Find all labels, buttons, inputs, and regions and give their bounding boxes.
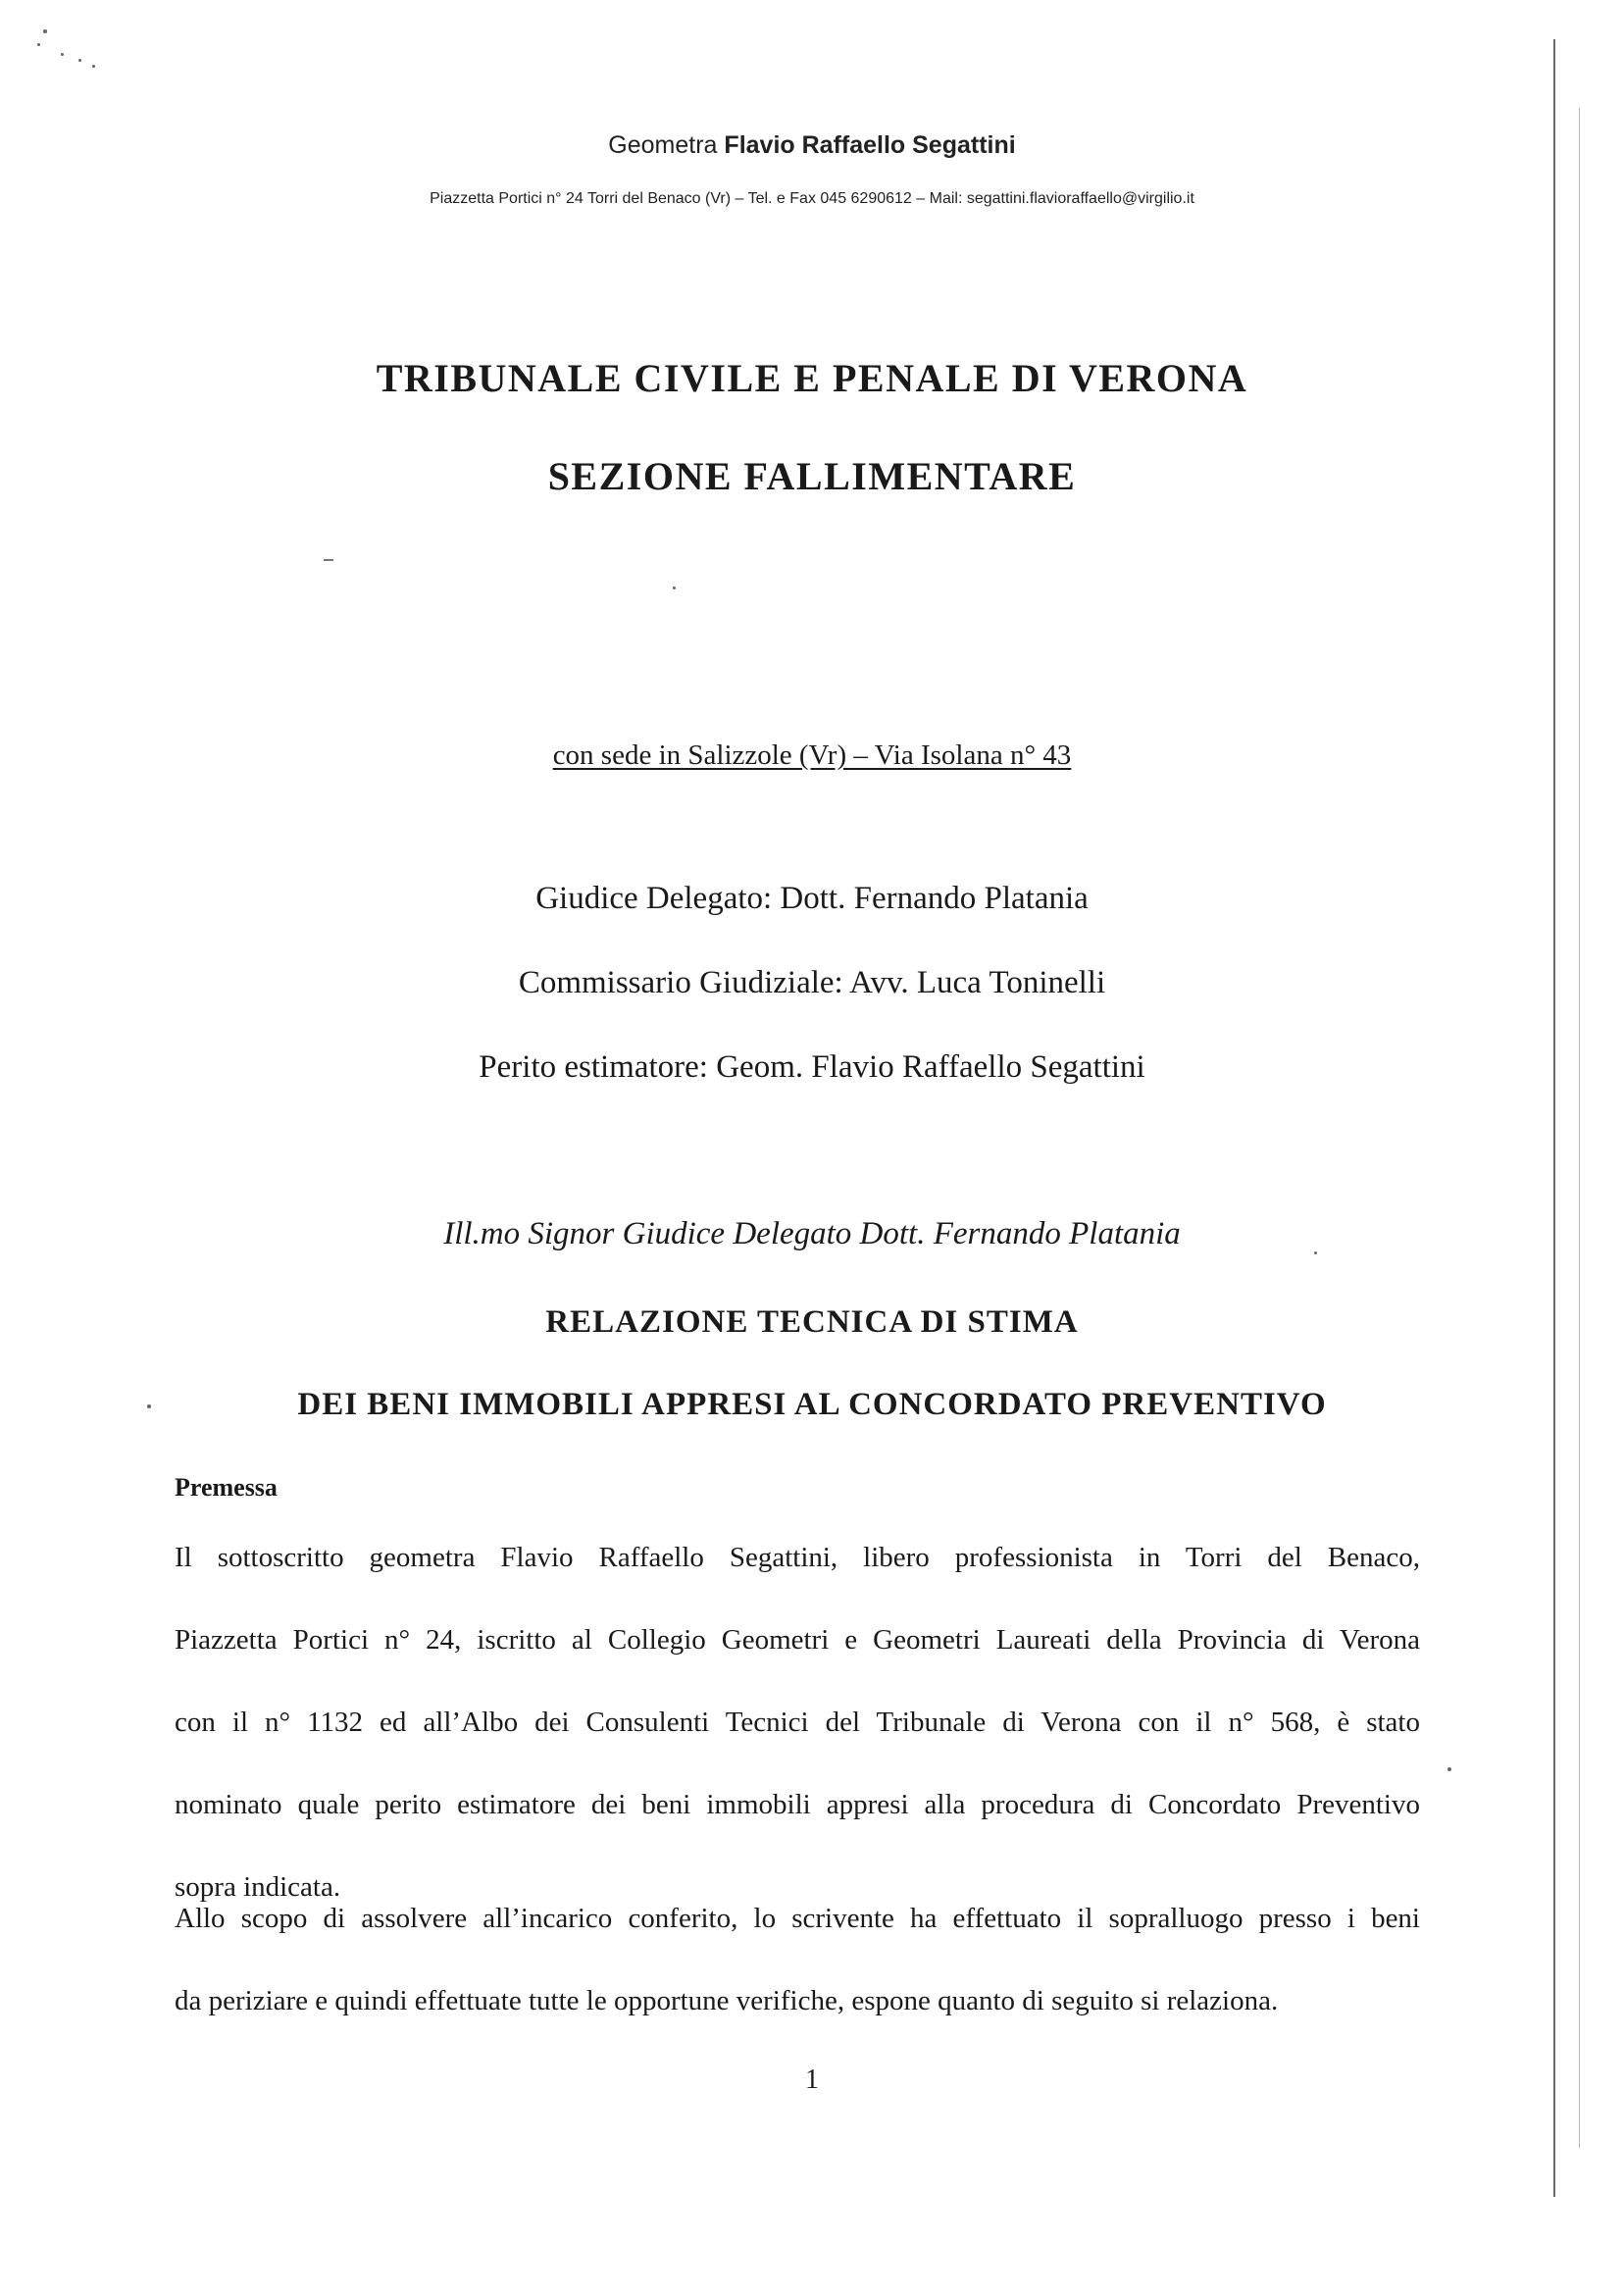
- role-judge: Giudice Delegato: Dott. Fernando Platania: [535, 881, 1089, 916]
- court-title: TRIBUNALE CIVILE E PENALE DI VERONA: [376, 356, 1248, 400]
- role-appraiser: Perito estimatore: Geom. Flavio Raffaello Segattini: [479, 1049, 1145, 1085]
- report-title-line2: DEI BENI IMMOBILI APPRESI AL CONCORDATO PREVENTIVO: [297, 1387, 1327, 1422]
- letterhead-prefix: Geometra: [608, 131, 718, 159]
- scan-speck: [43, 29, 47, 33]
- paragraph-line: sopra indicata.: [175, 1871, 341, 1903]
- scan-speck: [1447, 1767, 1451, 1771]
- report-title-line1: RELAZIONE TECNICA DI STIMA: [545, 1304, 1079, 1340]
- letterhead-name: [0, 131, 1624, 160]
- scan-speck: [37, 43, 40, 46]
- court-section: SEZIONE FALLIMENTARE: [547, 454, 1077, 498]
- letterhead-fullname: Flavio Raffaello Segattini: [724, 131, 1016, 159]
- letterhead-contact: Piazzetta Portici n° 24 Torri del Benaco (Vr) – Tel. e Fax 045 6290612 – Mail: segattini.flavioraffaello@virgilio.it: [430, 190, 1194, 207]
- paragraph-line: con il n° 1132 ed all’Albo dei Consulenti Tecnici del Tribunale di Verona con il n° 568, è stato: [175, 1707, 1420, 1738]
- paragraph-line: Piazzetta Portici n° 24, iscritto al Collegio Geometri e Geometri Laureati della Provincia di Verona: [175, 1624, 1420, 1656]
- paragraph-line: Il sottoscritto geometra Flavio Raffaello Segattini, libero professionista in Torri del Benaco,: [175, 1542, 1420, 1573]
- scan-speck: [92, 65, 95, 68]
- paragraph-line: da periziare e quindi effettuate tutte le opportune verifiche, espone quanto di seguito si relaziona.: [175, 1985, 1279, 2016]
- paragraph-line: Allo scopo di assolvere all’incarico conferito, lo scrivente ha effettuato il sopralluogo presso i beni: [175, 1903, 1420, 1934]
- scan-edge-line-secondary: [1579, 108, 1580, 2148]
- section-heading: Premessa: [175, 1473, 278, 1502]
- scan-mark: [324, 559, 333, 561]
- addressee-line: Ill.mo Signor Giudice Delegato Dott. Fernando Platania: [443, 1216, 1181, 1251]
- page-number: 1: [805, 2065, 819, 2095]
- scan-speck: [78, 59, 81, 62]
- company-seat: con sede in Salizzole (Vr) – Via Isolana n° 43: [552, 739, 1072, 771]
- role-commissioner: Commissario Giudiziale: Avv. Luca Toninelli: [518, 965, 1106, 1000]
- paragraph-line: nominato quale perito estimatore dei beni immobili appresi alla procedura di Concordato Preventivo: [175, 1789, 1420, 1820]
- scan-speck: [61, 53, 64, 56]
- scan-speck: [673, 586, 676, 589]
